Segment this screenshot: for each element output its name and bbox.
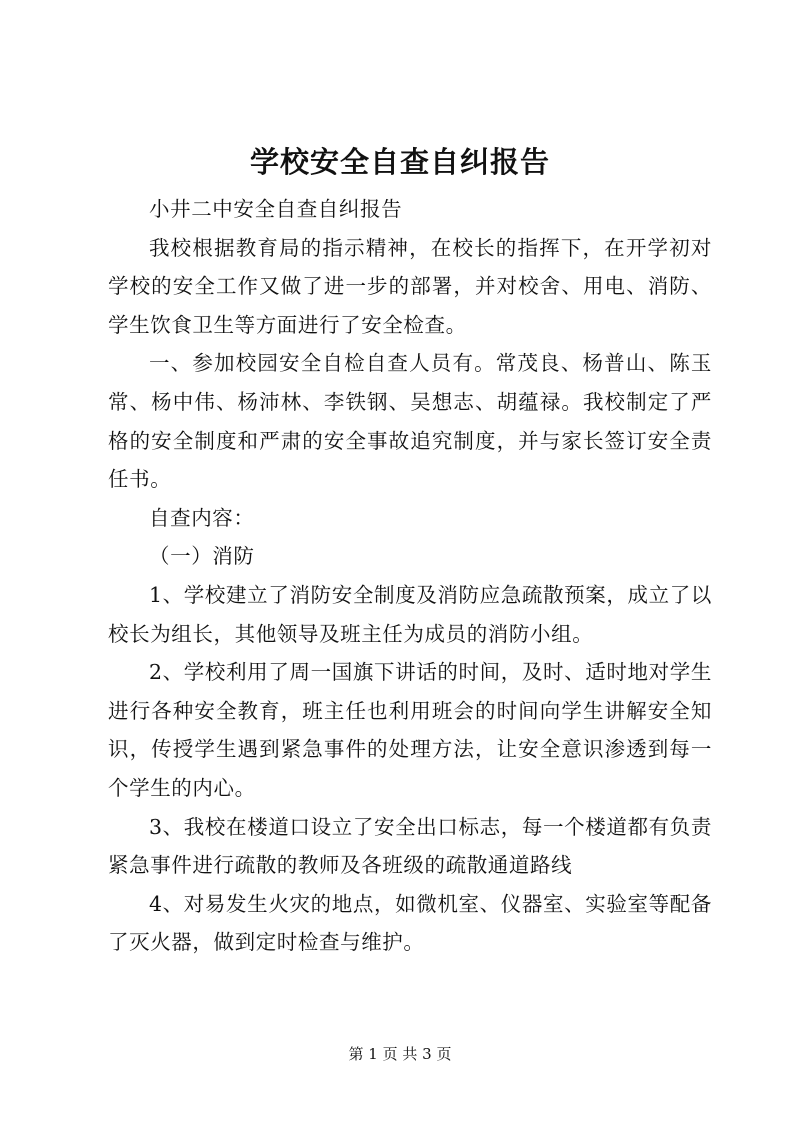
item-paragraph-4: 4、对易发生火灾的地点，如微机室、仪器室、实验室等配备了灭火器，做到定时检查与维护。 bbox=[108, 891, 712, 955]
document-title: 学校安全自查自纠报告 bbox=[249, 145, 550, 179]
item-paragraph-3: 3、我校在楼道口设立了安全出口标志，每一个楼道都有负责紧急事件进行疏散的教师及各班级的疏散通道路线 bbox=[108, 814, 712, 878]
intro-paragraph: 我校根据教育局的指示精神，在校长的指挥下，在开学初对学校的安全工作又做了进一步的部署，并对校舍、用电、消防、学生饮食卫生等方面进行了安全检查。 bbox=[108, 235, 712, 337]
subsection-heading-fire: （一）消防 bbox=[149, 544, 255, 569]
item-paragraph-2: 2、学校利用了周一国旗下讲话的时间，及时、适时地对学生进行各种安全教育，班主任也利用班会的时间向学生讲解安全知识，传授学生遇到紧急事件的处理方法，让安全意识渗透到每一个学生的内心。 bbox=[108, 660, 712, 800]
page-number-footer: 第 1 页 共 3 页 bbox=[348, 1045, 452, 1063]
participants-paragraph: 一、参加校园安全自检自查人员有。常茂良、杨普山、陈玉常、杨中伟、杨沛林、李铁钢、吴想志、胡蕴禄。我校制定了严格的安全制度和严肃的安全事故追究制度，并与家长签订安全责任书。 bbox=[108, 351, 712, 492]
item-paragraph-1: 1、学校建立了消防安全制度及消防应急疏散预案，成立了以校长为组长，其他领导及班主任为成员的消防小组。 bbox=[108, 582, 712, 646]
subtitle-paragraph: 小井二中安全自查自纠报告 bbox=[149, 197, 403, 221]
document-body bbox=[108, 190, 712, 962]
section-heading-inspection: 自查内容： bbox=[149, 505, 255, 530]
